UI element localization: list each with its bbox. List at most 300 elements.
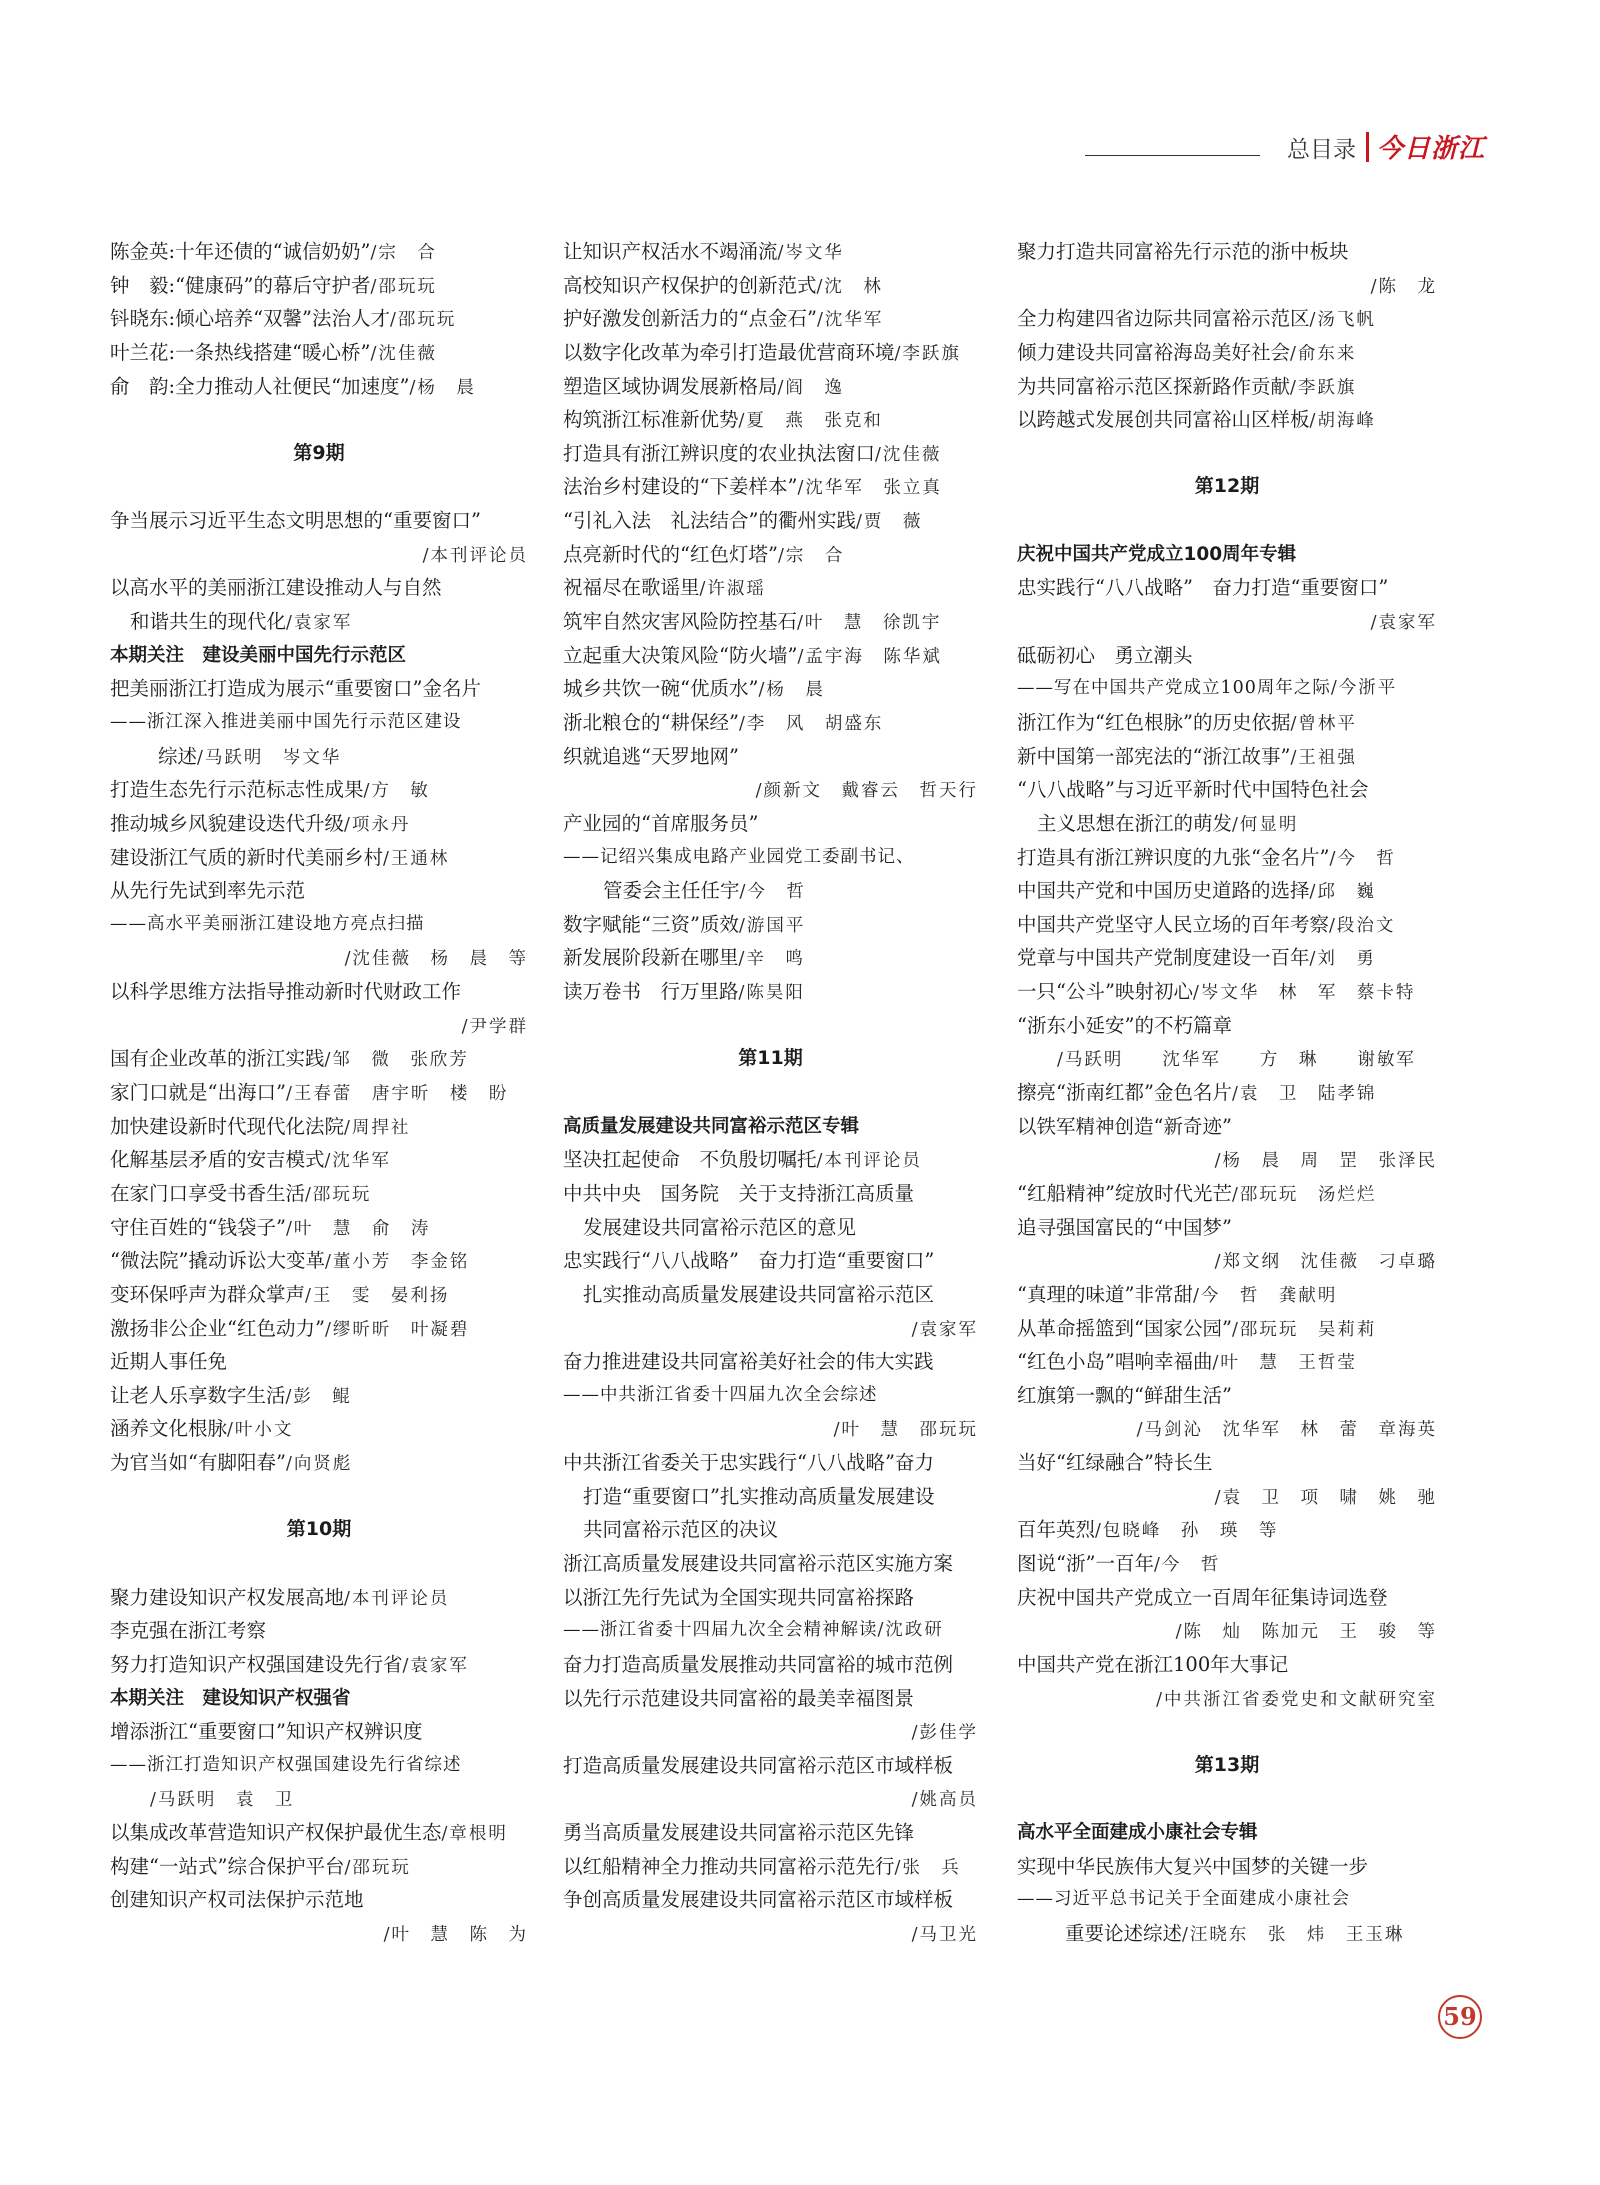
entry-title: 法治乡村建设的“下姜样本” xyxy=(563,475,798,499)
entry-title: 高校知识产权保护的创新范式 xyxy=(563,273,817,297)
entry-title: “红色小岛”唱响幸福曲 xyxy=(1017,1350,1213,1374)
toc-entry xyxy=(563,470,978,504)
entry-title: 当好“红绿融合”特长生 xyxy=(1017,1451,1213,1475)
issue-heading xyxy=(110,437,528,471)
entry-author: /沈佳薇 杨 晨 等 xyxy=(344,949,528,970)
entry-author: /邵玩玩 xyxy=(344,1857,411,1878)
entry-title: 织就追逃“天罗地网” xyxy=(563,744,739,768)
entry-author: /王通林 xyxy=(383,848,450,869)
entry-author: /彭佳学 xyxy=(911,1723,978,1744)
toc-entry xyxy=(110,370,528,404)
toc-entry xyxy=(563,1446,978,1480)
toc-entry xyxy=(563,538,978,572)
page-number: 59 xyxy=(1438,1995,1482,2039)
toc-entry xyxy=(110,1581,528,1615)
toc-author-line xyxy=(1017,269,1437,303)
toc-entry xyxy=(110,571,528,605)
entry-title: 读万卷书 行万里路 xyxy=(563,980,739,1004)
entry-author: /向贤彪 xyxy=(285,1454,353,1475)
section-heading xyxy=(1017,1816,1437,1850)
entry-author: /孟宇海 陈华斌 xyxy=(797,646,942,667)
entry-title: 加快建设新时代现代化法院 xyxy=(110,1114,345,1138)
toc-entry xyxy=(1017,235,1437,269)
entry-author: /杨 晨 xyxy=(409,377,476,398)
toc-entry xyxy=(1017,1042,1437,1076)
toc-author-line xyxy=(110,1009,528,1043)
entry-title: 争创高质量发展建设共同富裕示范区市域样板 xyxy=(563,1888,954,1912)
entry-title: 努力打造知识产权强国建设先行省 xyxy=(110,1652,403,1676)
toc-entry xyxy=(110,269,528,303)
entry-author: /本刊评论员 xyxy=(344,1588,450,1609)
entry-title: 城乡共饮一碗“优质水” xyxy=(563,677,759,701)
toc-column-2 xyxy=(563,235,978,1951)
toc-entry xyxy=(1017,908,1437,942)
entry-author: /袁家军 xyxy=(1370,613,1437,634)
issue-heading xyxy=(563,1042,978,1076)
entry-title: 中国共产党在浙江100年大事记 xyxy=(1017,1652,1289,1676)
spacer xyxy=(1017,437,1437,471)
entry-title: “八八战略”与习近平新时代中国特色社会 xyxy=(1017,778,1369,802)
section-heading xyxy=(563,1110,978,1144)
entry-title: 塑造区域协调发展新格局 xyxy=(563,374,778,398)
spacer xyxy=(110,1547,528,1581)
entry-title: 在家门口享受书香生活 xyxy=(110,1181,306,1205)
toc-author-line xyxy=(110,538,528,572)
entry-title: 庆祝中国共产党成立100周年专辑 xyxy=(1017,543,1297,565)
section-heading xyxy=(110,1682,528,1716)
entry-author: /陈 灿 陈加元 王 骏 等 xyxy=(1175,1622,1437,1643)
entry-title: 打造“重要窗口”扎实推动高质量发展建设 xyxy=(583,1484,935,1508)
entry-title: 以铁军精神创造“新奇迹” xyxy=(1017,1114,1232,1138)
issue-heading xyxy=(1017,470,1437,504)
entry-author: /段治文 xyxy=(1329,915,1396,936)
entry-title: 争当展示习近平生态文明思想的“重要窗口” xyxy=(110,509,481,533)
entry-title: 构建“一站式”综合保护平台 xyxy=(110,1854,345,1878)
entry-title: ——习近平总书记关于全面建成小康社会 xyxy=(1017,1889,1350,1910)
entry-title: 第12期 xyxy=(1194,475,1260,498)
toc-entry xyxy=(563,1143,978,1177)
entry-author: /阎 逸 xyxy=(777,377,844,398)
entry-title: 让知识产权活水不竭涌流 xyxy=(563,240,778,263)
entry-author: /曾林平 xyxy=(1290,713,1357,734)
toc-author-line xyxy=(1017,605,1437,639)
entry-title: 砥砺初心 勇立潮头 xyxy=(1017,643,1193,667)
toc-entry xyxy=(110,1749,528,1783)
toc-entry xyxy=(1017,1177,1437,1211)
entry-title: 中共中央 国务院 关于支持浙江高质量 xyxy=(563,1181,915,1205)
entry-title: 以科学思维方法指导推动新时代财政工作 xyxy=(110,980,462,1004)
entry-title: 第13期 xyxy=(1194,1753,1260,1776)
entry-title: ——浙江省委十四届九次全会精神解读 xyxy=(563,1620,878,1641)
toc-entry xyxy=(110,1312,528,1346)
entry-author: /缪昕昕 叶凝碧 xyxy=(324,1319,470,1340)
entry-title: 构筑浙江标准新优势 xyxy=(563,408,739,432)
toc-entry xyxy=(110,1379,528,1413)
entry-author: /章根明 xyxy=(441,1824,508,1845)
toc-entry xyxy=(563,807,978,841)
toc-entry xyxy=(563,1850,978,1884)
entry-title: 一只“公斗”映射初心 xyxy=(1017,980,1193,1004)
entry-author: /邹 微 张欣芳 xyxy=(324,1050,469,1071)
entry-author: /辛 鸣 xyxy=(738,949,805,970)
entry-title: ——浙江深入推进美丽中国先行示范区建设 xyxy=(110,711,462,732)
entry-author: /袁 卫 陆孝锦 xyxy=(1231,1084,1377,1105)
entry-title: 中共浙江省委关于忠实践行“八八战略”奋力 xyxy=(563,1451,934,1475)
toc-author-line xyxy=(110,1917,528,1951)
entry-author: /马跃明 袁 卫 xyxy=(150,1790,295,1811)
entry-title: 本期关注 建设美丽中国先行示范区 xyxy=(110,644,407,666)
toc-entry xyxy=(563,571,978,605)
toc-author-line xyxy=(1017,1412,1437,1446)
toc-entry xyxy=(563,874,978,908)
toc-entry xyxy=(1017,1513,1437,1547)
toc-entry xyxy=(110,235,528,269)
toc-entry xyxy=(563,639,978,673)
toc-entry xyxy=(1017,336,1437,370)
toc-entry xyxy=(110,1850,528,1884)
toc-entry xyxy=(110,1211,528,1245)
entry-author: /叶 慧 王哲莹 xyxy=(1212,1353,1357,1374)
toc-entry xyxy=(563,941,978,975)
toc-entry xyxy=(110,773,528,807)
entry-title: 第9期 xyxy=(293,441,345,464)
toc-author-line xyxy=(1017,1480,1437,1514)
entry-title: 和谐共生的现代化 xyxy=(130,610,287,634)
entry-author: /王 雯 晏利扬 xyxy=(305,1285,450,1306)
toc-entry xyxy=(563,740,978,774)
entry-author: /俞东来 xyxy=(1290,343,1357,364)
toc-entry xyxy=(1017,1110,1437,1144)
entry-title: 忠实践行“八八战略” 奋力打造“重要窗口” xyxy=(563,1249,935,1273)
entry-author: /杨 晨 周 罡 张泽民 xyxy=(1214,1151,1437,1172)
entry-title: 为官当如“有脚阳春” xyxy=(110,1451,286,1475)
toc-entry xyxy=(110,1782,528,1816)
toc-entry xyxy=(1017,1648,1437,1682)
entry-title: 全力构建四省边际共同富裕示范区 xyxy=(1017,307,1310,331)
entry-title: 产业园的“首席服务员” xyxy=(563,811,759,835)
toc-entry xyxy=(110,1816,528,1850)
entry-author: /沈华军 xyxy=(324,1151,391,1172)
toc-entry xyxy=(563,672,978,706)
toc-entry xyxy=(563,1345,978,1379)
toc-entry xyxy=(110,841,528,875)
entry-title: 创建知识产权司法保护示范地 xyxy=(110,1888,364,1912)
entry-author: /项永丹 xyxy=(344,814,411,835)
toc-author-line xyxy=(563,1312,978,1346)
entry-title: 实现中华民族伟大复兴中国梦的关键一步 xyxy=(1017,1854,1369,1878)
magazine-logo: 今日浙江 xyxy=(1376,134,1485,164)
entry-author: /姚高员 xyxy=(911,1790,978,1811)
entry-author: /叶 慧 陈 为 xyxy=(383,1925,528,1946)
entry-title: “微法院”撬动诉讼大变革 xyxy=(110,1249,325,1273)
toc-entry xyxy=(110,605,528,639)
entry-author: /杨 晨 xyxy=(758,680,825,701)
toc-entry xyxy=(1017,1917,1437,1951)
entry-title: 浙江高质量发展建设共同富裕示范区实施方案 xyxy=(563,1551,954,1575)
entry-title: 主义思想在浙江的萌发 xyxy=(1037,811,1233,835)
entry-author: /袁 卫 项 啸 姚 驰 xyxy=(1214,1487,1437,1508)
toc-entry xyxy=(1017,1379,1437,1413)
toc-entry xyxy=(563,1480,978,1514)
toc-entry xyxy=(1017,706,1437,740)
entry-author: /颜新文 戴睿云 哲天行 xyxy=(755,781,978,802)
header-divider xyxy=(1366,132,1369,162)
toc-entry xyxy=(1017,1211,1437,1245)
toc-entry xyxy=(110,908,528,942)
entry-author: /沈政研 xyxy=(877,1620,944,1641)
toc-entry xyxy=(563,1883,978,1917)
entry-author: /邵玩玩 吴莉莉 xyxy=(1231,1319,1377,1340)
entry-title: 护好激发创新活力的“点金石” xyxy=(563,307,817,331)
toc-author-line xyxy=(563,773,978,807)
entry-author: /马卫光 xyxy=(911,1925,978,1946)
entry-title: 近期人事任免 xyxy=(110,1350,228,1374)
entry-author: /沈佳薇 xyxy=(370,343,437,364)
spacer xyxy=(110,1480,528,1514)
entry-author: /今 哲 龚献明 xyxy=(1192,1285,1338,1306)
entry-author: /沈 林 xyxy=(816,276,883,297)
toc-entry xyxy=(110,1614,528,1648)
entry-author: /游国平 xyxy=(738,915,806,936)
entry-author: /今 哲 xyxy=(1329,848,1396,869)
entry-author: /何显明 xyxy=(1232,814,1299,835)
toc-entry xyxy=(1017,975,1437,1009)
toc-entry xyxy=(563,235,978,269)
entry-title: 以跨越式发展创共同富裕山区样板 xyxy=(1017,408,1310,432)
entry-title: 重要论述综述 xyxy=(1065,1922,1183,1946)
entry-title: 筑牢自然灾害风险防控基石 xyxy=(563,610,798,634)
toc-entry xyxy=(1017,1345,1437,1379)
toc-entry xyxy=(110,336,528,370)
entry-title: 浙北粮仓的“耕保经” xyxy=(563,710,739,734)
toc-entry xyxy=(563,706,978,740)
toc-entry xyxy=(1017,1009,1437,1043)
toc-entry xyxy=(1017,302,1437,336)
toc-entry xyxy=(110,1345,528,1379)
toc-entry xyxy=(563,504,978,538)
toc-entry xyxy=(110,1143,528,1177)
entry-title: 勇当高质量发展建设共同富裕示范区先锋 xyxy=(563,1821,915,1845)
toc-entry xyxy=(563,1581,978,1615)
entry-author: /汪晓东 张 炜 王玉琳 xyxy=(1182,1925,1405,1946)
toc-entry xyxy=(1017,639,1437,673)
toc-entry xyxy=(1017,672,1437,706)
toc-entry xyxy=(563,1379,978,1413)
toc-author-line xyxy=(563,1412,978,1446)
entry-title: 共同富裕示范区的决议 xyxy=(583,1518,779,1542)
entry-author: /叶 慧 邵玩玩 xyxy=(833,1420,978,1441)
toc-entry xyxy=(563,302,978,336)
entry-title: 打造具有浙江辨识度的九张“金名片” xyxy=(1017,845,1330,869)
entry-title: 为共同富裕示范区探新路作贡献 xyxy=(1017,374,1291,398)
entry-title: 新中国第一部宪法的“浙江故事” xyxy=(1017,744,1291,768)
entry-title: 建设浙江气质的新时代美丽乡村 xyxy=(110,845,384,869)
toc-entry xyxy=(563,841,978,875)
entry-title: 钟 毅:“健康码”的幕后守护者 xyxy=(110,273,371,297)
toc-entry xyxy=(110,706,528,740)
toc-author-line xyxy=(1017,1244,1437,1278)
toc-entry xyxy=(110,1278,528,1312)
entry-title: ——记绍兴集成电路产业园党工委副书记、 xyxy=(563,846,915,867)
entry-title: 激扬非公企业“红色动力” xyxy=(110,1316,325,1340)
entry-author: /邵玩玩 xyxy=(390,310,457,331)
entry-title: 管委会主任任宇 xyxy=(603,879,740,903)
toc-entry xyxy=(1017,571,1437,605)
toc-entry xyxy=(1017,740,1437,774)
section-heading xyxy=(110,639,528,673)
toc-entry xyxy=(110,1110,528,1144)
spacer xyxy=(563,1009,978,1043)
entry-author: /本刊评论员 xyxy=(422,545,528,566)
entry-title: 扎实推动高质量发展建设共同富裕示范区 xyxy=(583,1282,935,1306)
entry-title: 打造生态先行示范标志性成果 xyxy=(110,778,364,802)
entry-title: 国有企业改革的浙江实践 xyxy=(110,1047,325,1071)
toc-entry xyxy=(1017,1883,1437,1917)
toc-entry xyxy=(1017,841,1437,875)
entry-author: /袁家军 xyxy=(911,1319,978,1340)
entry-author: /宗 合 xyxy=(370,243,437,263)
entry-title: 庆祝中国共产党成立一百周年征集诗词选登 xyxy=(1017,1585,1388,1609)
header-section-title: 总目录 xyxy=(1286,137,1356,163)
entry-title: 陈金英:十年还债的“诚信奶奶” xyxy=(110,240,371,263)
entry-title: ——中共浙江省委十四届九次全会综述 xyxy=(563,1384,878,1405)
entry-author: /叶 慧 徐凯宇 xyxy=(797,613,942,634)
entry-author: /岑文华 林 军 蔡卡特 xyxy=(1192,983,1416,1004)
section-heading xyxy=(1017,538,1437,572)
entry-author: /汤飞帆 xyxy=(1309,310,1376,331)
toc-entry xyxy=(1017,941,1437,975)
toc-entry xyxy=(110,1076,528,1110)
entry-title: 高水平全面建成小康社会专辑 xyxy=(1017,1822,1258,1844)
entry-author: /李跃旗 xyxy=(1290,377,1357,398)
entry-title: 奋力打造高质量发展推动共同富裕的城市范例 xyxy=(563,1652,954,1676)
entry-author: /贾 薇 xyxy=(855,512,923,533)
toc-author-line xyxy=(563,1782,978,1816)
header-rule xyxy=(1085,155,1260,156)
entry-title: 钭晓东:倾心培养“双馨”法治人才 xyxy=(110,307,391,331)
entry-title: 俞 韵:全力推动人社便民“加速度” xyxy=(110,374,410,398)
spacer xyxy=(563,1076,978,1110)
entry-title: 百年英烈 xyxy=(1017,1518,1096,1542)
toc-author-line xyxy=(563,1715,978,1749)
toc-author-line xyxy=(110,941,528,975)
entry-author: /马跃明 沈华军 方 琳 谢敏军 xyxy=(1057,1050,1416,1071)
entry-author: /今 哲 xyxy=(739,882,806,903)
entry-author: /董小芳 李金铭 xyxy=(324,1252,470,1273)
toc-entry xyxy=(563,1177,978,1211)
entry-title: 数字赋能“三资”质效 xyxy=(563,912,739,936)
toc-entry xyxy=(1017,773,1437,807)
entry-author: /王祖强 xyxy=(1290,747,1357,768)
entry-title: 倾力建设共同富裕海岛美好社会 xyxy=(1017,340,1291,364)
entry-title: 中国共产党和中国历史道路的选择 xyxy=(1017,879,1310,903)
toc-entry xyxy=(1017,1850,1437,1884)
toc-entry xyxy=(563,403,978,437)
entry-author: /周捍社 xyxy=(344,1117,411,1138)
toc-entry xyxy=(110,1412,528,1446)
entry-title: 第10期 xyxy=(286,1518,352,1541)
entry-title: 涵养文化根脉 xyxy=(110,1417,228,1441)
entry-title: 聚力建设知识产权发展高地 xyxy=(110,1585,345,1609)
entry-author: /陈 龙 xyxy=(1370,276,1437,297)
entry-author: /中共浙江省委党史和文献研究室 xyxy=(1156,1689,1437,1710)
entry-title: 高质量发展建设共同富裕示范区专辑 xyxy=(563,1115,860,1137)
entry-title: 奋力推进建设共同富裕美好社会的伟大实践 xyxy=(563,1350,934,1374)
entry-title: 点亮新时代的“红色灯塔” xyxy=(563,542,778,566)
entry-author: /叶小文 xyxy=(227,1420,294,1441)
toc-entry xyxy=(563,1513,978,1547)
toc-entry xyxy=(1017,1278,1437,1312)
entry-title: 第11期 xyxy=(738,1047,803,1070)
toc-entry xyxy=(110,1244,528,1278)
entry-author: /刘 勇 xyxy=(1309,949,1376,970)
entry-title: 党章与中国共产党制度建设一百年 xyxy=(1017,946,1310,970)
toc-entry xyxy=(110,1042,528,1076)
entry-author: /邵玩玩 xyxy=(305,1184,372,1205)
toc-entry xyxy=(563,1547,978,1581)
toc-author-line xyxy=(1017,1682,1437,1716)
entry-title: 发展建设共同富裕示范区的意见 xyxy=(583,1215,857,1239)
entry-author: /沈华军 张立真 xyxy=(797,478,942,499)
entry-title: 追寻强国富民的“中国梦” xyxy=(1017,1215,1232,1239)
entry-title: 让老人乐享数字生活 xyxy=(110,1383,286,1407)
entry-title: 立起重大决策风险“防火墙” xyxy=(563,643,798,667)
entry-author: /岑文华 xyxy=(777,243,844,263)
entry-author: /胡海峰 xyxy=(1309,411,1376,432)
entry-title: “红船精神”绽放时代光芒 xyxy=(1017,1181,1232,1205)
entry-author: /沈佳薇 xyxy=(875,444,942,465)
entry-title: 把美丽浙江打造成为展示“重要窗口”金名片 xyxy=(110,677,481,701)
entry-title: 以集成改革营造知识产权保护最优生态 xyxy=(110,1821,442,1845)
entry-title: 打造具有浙江辨识度的农业执法窗口 xyxy=(563,441,876,465)
entry-title: 新发展阶段新在哪里 xyxy=(563,946,739,970)
spacer xyxy=(1017,1782,1437,1816)
entry-title: 本期关注 建设知识产权强省 xyxy=(110,1687,351,1709)
toc-entry xyxy=(110,740,528,774)
spacer xyxy=(1017,504,1437,538)
toc-entry xyxy=(563,370,978,404)
entry-title: 家门口就是“出海口” xyxy=(110,1081,286,1105)
entry-title: ——高水平美丽浙江建设地方亮点扫描 xyxy=(110,913,425,934)
entry-title: 守住百姓的“钱袋子” xyxy=(110,1215,286,1239)
entry-title: 打造高质量发展建设共同富裕示范区市域样板 xyxy=(563,1753,954,1777)
toc-entry xyxy=(1017,874,1437,908)
entry-author: /郑文纲 沈佳薇 刁卓璐 xyxy=(1214,1252,1437,1273)
entry-title: 叶兰花:一条热线搭建“暖心桥” xyxy=(110,340,371,364)
entry-author: /袁家军 xyxy=(402,1655,469,1676)
entry-title: 增添浙江“重要窗口”知识产权辨识度 xyxy=(110,1720,423,1744)
toc-entry xyxy=(563,1682,978,1716)
toc-entry xyxy=(563,1648,978,1682)
entry-title: 以浙江先行先试为全国实现共同富裕探路 xyxy=(563,1585,915,1609)
toc-entry xyxy=(110,1446,528,1480)
entry-title: ——浙江打造知识产权强国建设先行省综述 xyxy=(110,1754,462,1775)
entry-author: /叶 慧 俞 涛 xyxy=(285,1218,431,1239)
entry-author: /马剑沁 沈华军 林 蕾 章海英 xyxy=(1136,1420,1437,1441)
spacer xyxy=(110,403,528,437)
entry-title: “浙东小延安”的不朽篇章 xyxy=(1017,1013,1232,1037)
entry-author: /袁家军 xyxy=(286,613,353,634)
entry-author: /张 兵 xyxy=(894,1857,961,1878)
toc-entry xyxy=(110,1883,528,1917)
entry-title: “引礼入法 礼法结合”的衢州实践 xyxy=(563,509,856,533)
entry-title: 从先行先试到率先示范 xyxy=(110,879,306,903)
entry-author: /方 敏 xyxy=(363,781,430,802)
entry-title: 聚力打造共同富裕先行示范的浙中板块 xyxy=(1017,240,1349,263)
entry-title: 以数字化改革为牵引打造最优营商环境 xyxy=(563,340,895,364)
entry-author: /李 风 胡盛东 xyxy=(738,713,884,734)
toc-entry xyxy=(1017,370,1437,404)
